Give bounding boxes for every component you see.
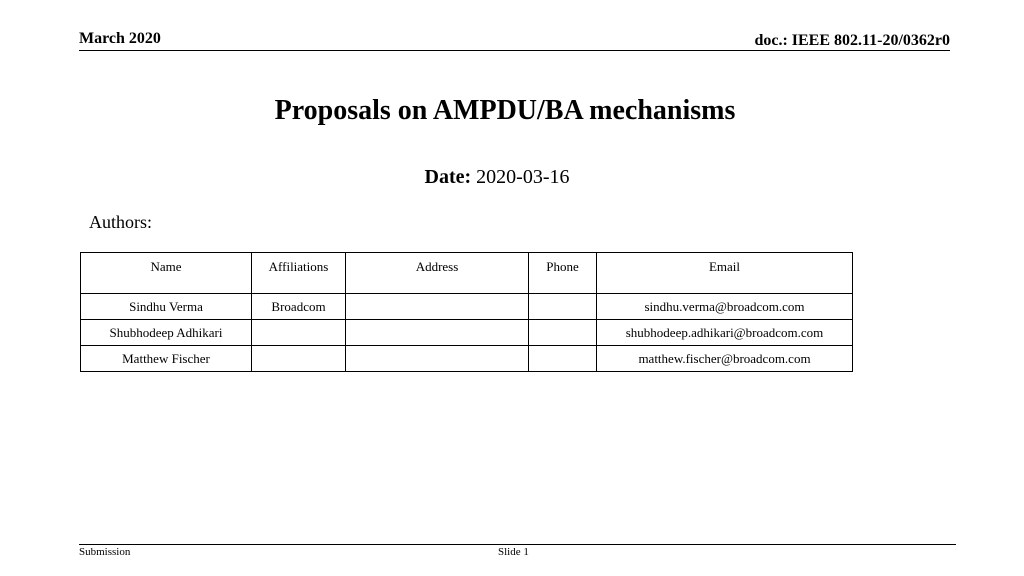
date-line [0, 166, 994, 189]
author-email: matthew.fischer@broadcom.com [597, 346, 853, 372]
author-address [346, 346, 529, 372]
table-row [81, 294, 853, 320]
table-row [81, 346, 853, 372]
author-phone [529, 346, 597, 372]
column-header-address: Address [346, 253, 529, 294]
column-header-phone: Phone [529, 253, 597, 294]
date-value: 2020-03-16 [476, 166, 570, 188]
author-name: Shubhodeep Adhikari [81, 320, 252, 346]
author-name: Matthew Fischer [81, 346, 252, 372]
author-affiliation [252, 346, 346, 372]
column-header-affiliations: Affiliations [252, 253, 346, 294]
authors-table [80, 252, 853, 372]
footer-divider [79, 544, 956, 545]
table-header-row [81, 253, 853, 294]
table-row [81, 320, 853, 346]
author-address [346, 294, 529, 320]
header-divider [79, 50, 950, 51]
column-header-name: Name [81, 253, 252, 294]
column-header-email: Email [597, 253, 853, 294]
author-email: sindhu.verma@broadcom.com [597, 294, 853, 320]
footer-slide-number: Slide 1 [498, 546, 529, 558]
authors-label: Authors: [89, 212, 152, 232]
author-affiliation: Broadcom [252, 294, 346, 320]
date-label: Date: [424, 166, 472, 188]
author-affiliation [252, 320, 346, 346]
author-address [346, 320, 529, 346]
slide-title: Proposals on AMPDU/BA mechanisms [274, 95, 736, 126]
header-date: March 2020 [79, 30, 161, 47]
author-phone [529, 294, 597, 320]
header-doc-id: doc.: IEEE 802.11-20/0362r0 [754, 32, 950, 49]
footer-submission: Submission [79, 546, 131, 558]
author-name: Sindhu Verma [81, 294, 252, 320]
author-email: shubhodeep.adhikari@broadcom.com [597, 320, 853, 346]
author-phone [529, 320, 597, 346]
